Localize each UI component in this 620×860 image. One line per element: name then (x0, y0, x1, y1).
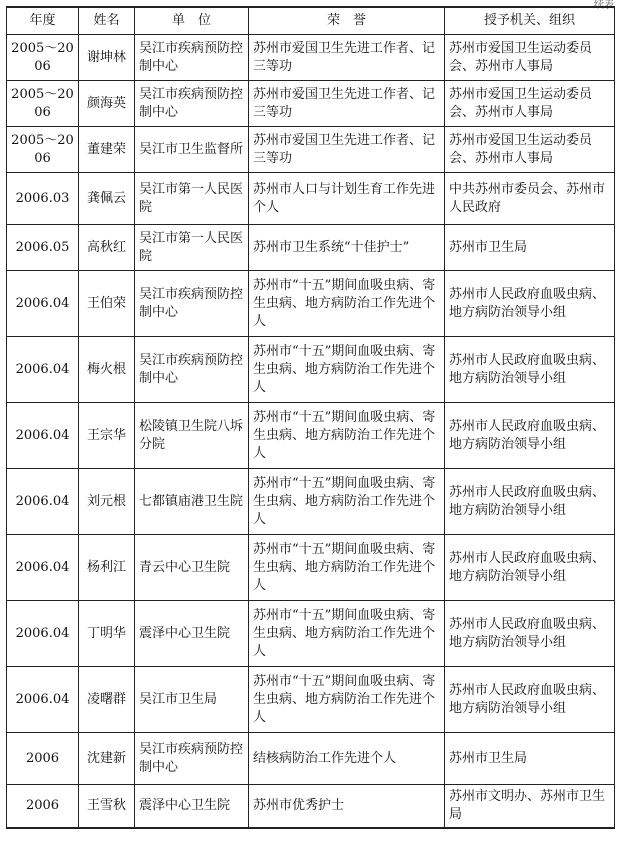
year-cell: 2006.05 (7, 225, 79, 271)
table-row (7, 403, 615, 469)
honor-cell: 苏州市“十五”期间血吸虫病、寄生虫病、地方病防治工作先进个人 (249, 403, 445, 469)
unit-cell: 吴江市卫生局 (135, 667, 249, 733)
name-cell: 杨利江 (79, 535, 135, 601)
name-cell: 梅火根 (79, 337, 135, 403)
unit-cell: 吴江市疾病预防控制中心 (135, 81, 249, 127)
name-cell: 刘元根 (79, 469, 135, 535)
org-cell: 苏州市爱国卫生运动委员会、苏州市人事局 (445, 127, 615, 173)
org-cell: 中共苏州市委员会、苏州市人民政府 (445, 173, 615, 225)
name-cell: 谢坤林 (79, 35, 135, 81)
name-cell: 沈建新 (79, 733, 135, 785)
table-row (7, 173, 615, 225)
table-row (7, 225, 615, 271)
unit-cell: 吴江市疾病预防控制中心 (135, 271, 249, 337)
org-cell: 苏州市卫生局 (445, 733, 615, 785)
year-cell: 2005～2006 (7, 127, 79, 173)
honor-cell: 苏州市“十五”期间血吸虫病、寄生虫病、地方病防治工作先进个人 (249, 535, 445, 601)
honor-cell: 结核病防治工作先进个人 (249, 733, 445, 785)
table-row (7, 469, 615, 535)
unit-cell: 七都镇庙港卫生院 (135, 469, 249, 535)
table-row (7, 337, 615, 403)
header-unit: 单 位 (135, 7, 249, 35)
honor-cell: 苏州市“十五”期间血吸虫病、寄生虫病、地方病防治工作先进个人 (249, 337, 445, 403)
unit-cell: 吴江市第一人民医院 (135, 173, 249, 225)
unit-cell: 松陵镇卫生院八坼分院 (135, 403, 249, 469)
year-cell: 2006.03 (7, 173, 79, 225)
table-row (7, 601, 615, 667)
name-cell: 凌曙群 (79, 667, 135, 733)
name-cell: 颜海英 (79, 81, 135, 127)
year-cell: 2006.04 (7, 601, 79, 667)
honor-cell: 苏州市优秀护士 (249, 785, 445, 829)
header-row (7, 7, 615, 35)
table-row (7, 271, 615, 337)
name-cell: 龚佩云 (79, 173, 135, 225)
org-cell: 苏州市人民政府血吸虫病、地方病防治领导小组 (445, 535, 615, 601)
table-row (7, 535, 615, 601)
org-cell: 苏州市文明办、苏州市卫生局 (445, 785, 615, 829)
year-cell: 2006.04 (7, 535, 79, 601)
org-cell: 苏州市人民政府血吸虫病、地方病防治领导小组 (445, 667, 615, 733)
name-cell: 董建荣 (79, 127, 135, 173)
honor-cell: 苏州市卫生系统“十佳护士” (249, 225, 445, 271)
continued-table-note: 续表 (594, 0, 614, 11)
year-cell: 2005～2006 (7, 35, 79, 81)
name-cell: 高秋红 (79, 225, 135, 271)
year-cell: 2006 (7, 785, 79, 829)
table-row (7, 127, 615, 173)
header-year: 年度 (7, 7, 79, 35)
table-row (7, 667, 615, 733)
org-cell: 苏州市人民政府血吸虫病、地方病防治领导小组 (445, 469, 615, 535)
name-cell: 王宗华 (79, 403, 135, 469)
honor-cell: 苏州市人口与计划生育工作先进个人 (249, 173, 445, 225)
header-org: 授予机关、组织 (445, 7, 615, 35)
honor-cell: 苏州市“十五”期间血吸虫病、寄生虫病、地方病防治工作先进个人 (249, 271, 445, 337)
year-cell: 2006.04 (7, 403, 79, 469)
unit-cell: 吴江市疾病预防控制中心 (135, 733, 249, 785)
name-cell: 王伯荣 (79, 271, 135, 337)
unit-cell: 震泽中心卫生院 (135, 601, 249, 667)
honor-cell: 苏州市“十五”期间血吸虫病、寄生虫病、地方病防治工作先进个人 (249, 601, 445, 667)
unit-cell: 青云中心卫生院 (135, 535, 249, 601)
table-row (7, 733, 615, 785)
unit-cell: 震泽中心卫生院 (135, 785, 249, 829)
year-cell: 2006.04 (7, 667, 79, 733)
org-cell: 苏州市人民政府血吸虫病、地方病防治领导小组 (445, 601, 615, 667)
honors-table (6, 6, 615, 829)
honor-cell: 苏州市爱国卫生先进工作者、记三等功 (249, 127, 445, 173)
year-cell: 2006 (7, 733, 79, 785)
table-row (7, 81, 615, 127)
unit-cell: 吴江市卫生监督所 (135, 127, 249, 173)
honor-cell: 苏州市爱国卫生先进工作者、记三等功 (249, 35, 445, 81)
org-cell: 苏州市人民政府血吸虫病、地方病防治领导小组 (445, 271, 615, 337)
unit-cell: 吴江市第一人民医院 (135, 225, 249, 271)
name-cell: 丁明华 (79, 601, 135, 667)
table-body (7, 35, 615, 829)
header-name: 姓名 (79, 7, 135, 35)
honor-cell: 苏州市“十五”期间血吸虫病、寄生虫病、地方病防治工作先进个人 (249, 667, 445, 733)
year-cell: 2006.04 (7, 469, 79, 535)
org-cell: 苏州市卫生局 (445, 225, 615, 271)
table-row (7, 785, 615, 829)
year-cell: 2005～2006 (7, 81, 79, 127)
unit-cell: 吴江市疾病预防控制中心 (135, 337, 249, 403)
honor-cell: 苏州市“十五”期间血吸虫病、寄生虫病、地方病防治工作先进个人 (249, 469, 445, 535)
org-cell: 苏州市爱国卫生运动委员会、苏州市人事局 (445, 81, 615, 127)
org-cell: 苏州市人民政府血吸虫病、地方病防治领导小组 (445, 337, 615, 403)
year-cell: 2006.04 (7, 271, 79, 337)
table-row (7, 35, 615, 81)
unit-cell: 吴江市疾病预防控制中心 (135, 35, 249, 81)
org-cell: 苏州市爱国卫生运动委员会、苏州市人事局 (445, 35, 615, 81)
header-honor: 荣 誉 (249, 7, 445, 35)
year-cell: 2006.04 (7, 337, 79, 403)
honor-cell: 苏州市爱国卫生先进工作者、记三等功 (249, 81, 445, 127)
org-cell: 苏州市人民政府血吸虫病、地方病防治领导小组 (445, 403, 615, 469)
name-cell: 王雪秋 (79, 785, 135, 829)
